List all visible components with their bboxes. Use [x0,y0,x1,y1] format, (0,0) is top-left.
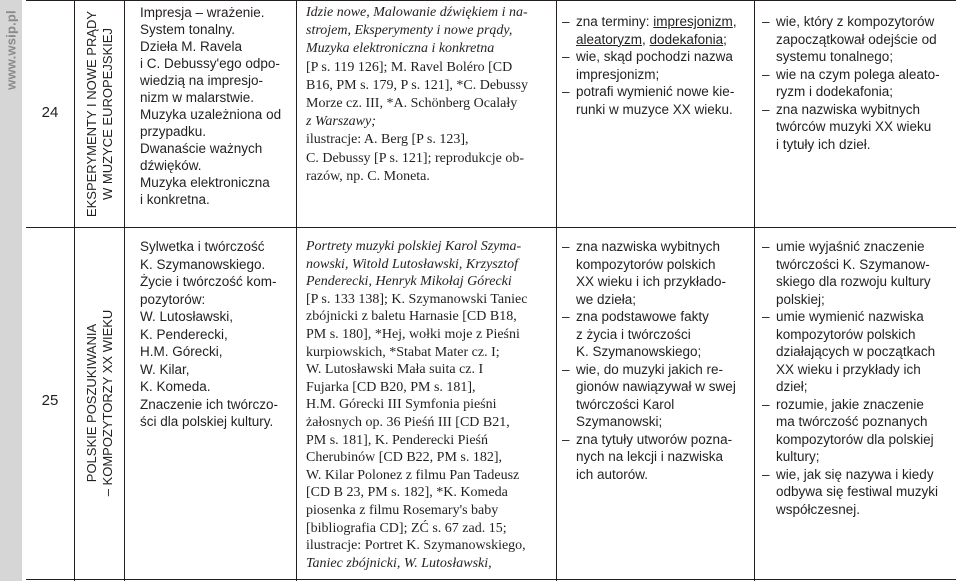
skill-continuation: i tytuły ich dzieł. [776,136,871,152]
topic-line: W. Lutosławski, [140,309,234,324]
material-line: [P s. 119 126]; M. Ravel Boléro [CD [306,59,513,75]
skill-bullet: – umie wymienić nazwiska [762,308,956,326]
material-line: H.M. Górecki III Symfonia pieśni [306,397,497,413]
topic-line: K. Komeda. [140,379,211,394]
topic-line: K. Penderecki, [140,326,228,342]
knowledge-bullet: – zna podstawowe fakty [562,308,752,326]
lesson-number: 24 [41,104,59,121]
knowledge-continuation: kompozytorów polskich [576,256,716,272]
section-title-vertical [78,227,122,579]
knowledge-bullet: – zna nazwiska wybitnych [562,238,752,256]
skill-continuation: zapoczątkował odejście od [776,31,937,47]
row-divider-middle [26,227,956,228]
skill-bullet: – rozumie, jakie znaczenie [762,396,956,414]
topic-line: przypadku. [140,124,207,139]
knowledge-bullet: – zna tytuły utworów pozna- [562,431,752,449]
column-divider [124,0,125,581]
material-line: żałosnych op. 36 Pieśń III [CD B21, [306,414,510,430]
skill-continuation: ryzm i dodekafonia; [776,84,894,99]
material-line: PM s. 180], *Hej, wołki moje z Pieśni [306,326,520,342]
skill-bullet: – wie, jak się nazywa i kiedy [762,466,956,484]
skill-bullet: – zna nazwiska wybitnych [762,101,956,119]
skill-continuation: twórczości K. Szymanow- [776,256,930,272]
lesson-number: 25 [41,392,59,409]
knowledge-bullet [562,13,752,31]
material-line: [P s. 133 138]; K. Szymanowski Taniec [306,291,528,307]
topic-line: Muzyka uzależniona od [140,107,282,122]
knowledge-continuation: we dzieła; [576,291,637,307]
section-title-line: – KOMPOZYTORZY XX WIEKU [100,309,115,497]
knowledge-continuation: runki w muzyce XX wieku. [576,101,733,117]
material-line: [CD B 23, PM s. 182], *K. Komeda [306,485,508,501]
topic-line: K. Szymanowskiego. [140,256,266,272]
material-line: Taniec zbójnicki, W. Lutosławski, [306,555,492,571]
knowledge-continuation: nych na lekcji i nazwiska [576,449,724,464]
knowledge-bullet: – wie, skąd pochodzi nazwa [562,48,752,66]
knowledge-bullet: – wie, do muzyki jakich re- [562,361,752,379]
skill-continuation: polskiej; [776,291,825,307]
skill-continuation: skiego dla rozwoju kultury [776,274,931,289]
knowledge-continuation: z życia i twórczości [576,326,691,342]
topic-line: H.M. Górecki, [140,344,223,359]
topics-cell [140,238,290,431]
term-aleatoryzm: aleatoryzm [576,31,643,47]
column-divider [754,0,755,581]
materials-cell [306,238,552,572]
publisher-watermark [0,0,22,581]
material-line: [bibliografia CD]; ZĆ s. 67 zad. 15; [306,520,507,536]
topic-line: ści dla polskiej kultury. [140,414,274,429]
knowledge-cell [562,238,752,483]
term-impresjonizm: impresjonizm [653,14,733,29]
material-line: W. Kilar Polonez z filmu Pan Tadeusz [306,467,520,483]
skill-continuation: działających w początkach [776,344,936,359]
skill-bullet: – umie wyjaśnić znaczenie [762,238,956,256]
topic-line: Dwanaście ważnych [140,141,263,156]
material-line: Muzyka elektroniczna i konkretna [306,41,495,57]
row-divider-bottom [26,579,956,580]
material-line: Portrety muzyki polskiej Karol Szyma- [306,239,522,254]
row-divider-top [26,0,956,1]
topic-line: Impresja – wrażenie. [140,5,265,20]
knowledge-continuation: XX wieku i ich przykłado- [576,274,727,289]
column-divider [556,0,557,581]
topic-line: i C. Debussy'ego odpo- [140,56,280,71]
topic-line: Życie i twórczość kom- [140,274,277,289]
column-divider [74,0,75,581]
material-line: Morze cz. III, *A. Schönberg Ocalały [306,96,518,112]
skill-continuation: ma twórczość poznanych [776,414,928,429]
knowledge-text: zna terminy: [576,14,654,29]
material-line: Idzie nowe, Malowanie dźwiękiem i na- [306,5,528,20]
topic-line: nizm w malarstwie. [140,90,255,105]
material-line: W. Lutosławski Mała suita cz. I [306,362,484,378]
section-title-line: POLSKIE POSZUKIWANIA [84,323,99,483]
knowledge-continuation: gionów nawiązywał w swej [576,379,736,394]
material-line: razów, np. C. Moneta. [306,168,430,184]
material-line: Cherubinów [CD B22, PM s. 182], [306,450,503,466]
material-line: ilustracje: Portret K. Szymanowskiego, [306,538,526,554]
material-line: PM s. 181], K. Penderecki Pieśń [306,432,488,448]
term-dodekafonia: dodekafonia [649,31,724,47]
skill-continuation: kultury; [776,449,820,464]
section-title-line: W MUZYCE EUROPEJSKIEJ [100,27,115,200]
material-line: C. Debussy [P s. 121]; reprodukcje ob- [306,150,525,166]
material-line: strojem, Eksperymenty i nowe prądy, [306,23,513,39]
knowledge-continuation: Szymanowski; [576,414,663,429]
separator-text: , [732,14,737,29]
skill-continuation: dzieł; [776,379,808,394]
topic-line: Muzyka elektroniczna [140,175,270,190]
topic-line: i konkretna. [140,192,210,207]
topic-line: wiedzią na impresjo- [140,73,264,88]
skill-continuation: współczesnej. [776,501,861,517]
topic-line: pozytorów: [140,291,206,307]
skill-bullet: – wie na czym polega aleato- [762,66,956,84]
topic-line: Sylwetka i twórczość [140,239,265,254]
topic-line: dźwięków. [140,158,202,173]
material-line: Penderecki, Henryk Mikołaj Górecki [306,274,512,290]
material-line: zbójnicki z baletu Harnasie [CD B18, [306,309,517,325]
material-line: piosenka z filmu Rosemary's baby [306,502,499,518]
knowledge-cell [562,13,752,118]
topic-line: W. Kilar, [140,361,190,377]
section-title-line: EKSPERYMENTY I NOWE PRĄDY [84,10,99,217]
skill-continuation: systemu tonalnego; [776,49,894,64]
knowledge-continuation: ich autorów. [576,466,649,482]
material-line: Fujarka [CD B20, PM s. 181], [306,379,476,395]
topic-line: System tonalny. [140,22,236,37]
material-line: ilustracje: A. Berg [P s. 123], [306,132,469,148]
knowledge-continuation: impresjonizm; [576,66,660,82]
skills-cell [762,238,956,518]
material-line: kurpiowskich, *Stabat Mater cz. I; [306,344,500,360]
separator-text: , [642,31,650,47]
knowledge-continuation [562,31,752,49]
topic-line: Dzieła M. Ravela [140,39,243,54]
material-line: z Warszawy; [306,114,376,130]
skills-cell [762,13,956,153]
materials-cell [306,4,552,186]
skill-continuation: twórców muzyki XX wieku [776,119,932,134]
watermark-text: www.wsip.pl [3,10,19,90]
column-divider [296,0,297,581]
skill-continuation: kompozytorów polskich [776,326,916,342]
material-line: nowski, Witold Lutosławski, Krzysztof [306,256,518,272]
material-line: B16, PM s. 179, P s. 121], *C. Debussy [306,77,528,93]
skill-continuation: odbywa się festiwal muzyki [776,484,939,499]
separator-text: ; [723,31,727,47]
topic-line: Znaczenie ich twórczo- [140,396,279,412]
topics-cell [140,4,290,208]
knowledge-continuation: twórczości Karol [576,396,675,412]
knowledge-continuation: K. Szymanowskiego; [576,344,702,359]
skill-continuation: kompozytorów dla polskiej [776,431,934,447]
section-title-vertical [78,0,122,227]
skill-bullet: – wie, który z kompozytorów [762,13,956,31]
knowledge-bullet: – potrafi wymienić nowe kie- [562,83,752,101]
skill-continuation: XX wieku i przykłady ich [776,361,921,377]
